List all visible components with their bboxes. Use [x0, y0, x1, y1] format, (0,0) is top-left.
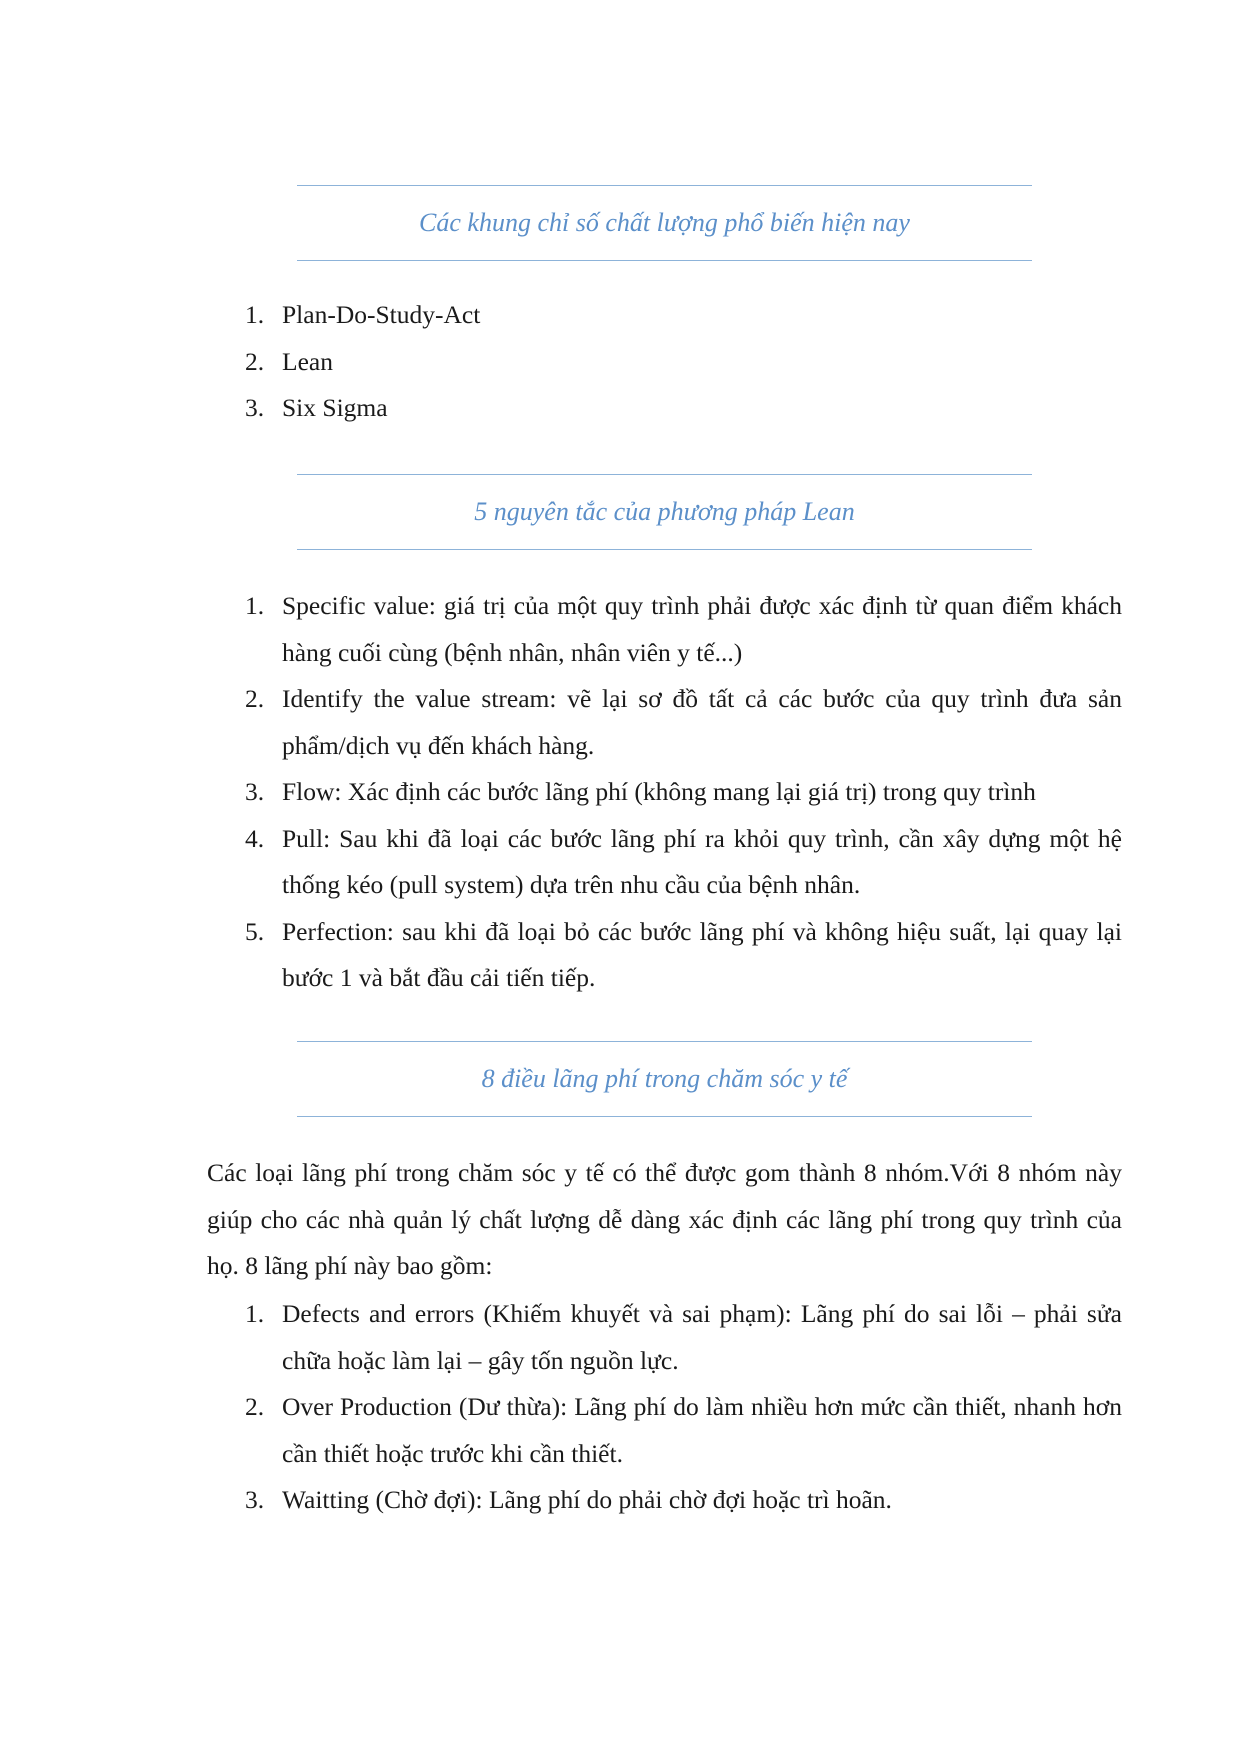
list-item: 1. Defects and errors (Khiếm khuyết và sai phạm): Lãng phí do sai lỗi – phải sửa chữa hoặc làm lại – gây tốn nguồn lực.	[245, 1299, 1122, 1375]
section-heading-lean-principles	[297, 474, 1032, 550]
lean-principles-list	[245, 583, 1122, 1002]
heading-title: 5 nguyên tắc của phương pháp Lean	[474, 497, 855, 526]
waste-intro-paragraph: Các loại lãng phí trong chăm sóc y tế có thể được gom thành 8 nhóm.Với 8 nhóm này giúp cho các nhà quản lý chất lượng dễ dàng xác định các lãng phí trong quy trình của họ. 8 lãng phí này bao gồm:	[207, 1158, 1122, 1280]
heading-bottom-rule	[297, 1116, 1032, 1117]
section-heading-quality-frameworks	[297, 185, 1032, 261]
section-heading-healthcare-waste	[297, 1041, 1032, 1117]
list-item: 2. Identify the value stream: vẽ lại sơ đồ tất cả các bước của quy trình đưa sản phẩm/dịch vụ đến khách hàng.	[245, 684, 1122, 760]
frameworks-list	[245, 292, 1122, 432]
heading-bottom-rule	[297, 260, 1032, 261]
list-item: 1. Plan-Do-Study-Act	[245, 300, 481, 329]
list-item: 1. Specific value: giá trị của một quy trình phải được xác định từ quan điểm khách hàng cuối cùng (bệnh nhân, nhân viên y tế...)	[245, 591, 1122, 667]
list-item: 3. Six Sigma	[245, 393, 388, 422]
waste-types-list	[245, 1291, 1122, 1524]
list-item: 2. Lean	[245, 346, 333, 376]
list-item: 3. Waitting (Chờ đợi): Lãng phí do phải chờ đợi hoặc trì hoãn.	[245, 1485, 892, 1514]
list-item: 2. Over Production (Dư thừa): Lãng phí do làm nhiều hơn mức cần thiết, nhanh hơn cần thiết hoặc trước khi cần thiết.	[245, 1392, 1122, 1468]
list-item: 3. Flow: Xác định các bước lãng phí (không mang lại giá trị) trong quy trình	[245, 777, 1036, 806]
list-item: 5. Perfection: sau khi đã loại bỏ các bước lãng phí và không hiệu suất, lại quay lại bước 1 và bắt đầu cải tiến tiếp.	[245, 916, 1122, 992]
heading-bottom-rule	[297, 549, 1032, 550]
heading-title: 8 điều lãng phí trong chăm sóc y tế	[481, 1064, 848, 1093]
heading-title: Các khung chỉ số chất lượng phổ biến hiện nay	[419, 208, 910, 237]
list-item: 4. Pull: Sau khi đã loại các bước lãng phí ra khỏi quy trình, cần xây dựng một hệ thống kéo (pull system) dựa trên nhu cầu của bệnh nhân.	[245, 823, 1122, 899]
